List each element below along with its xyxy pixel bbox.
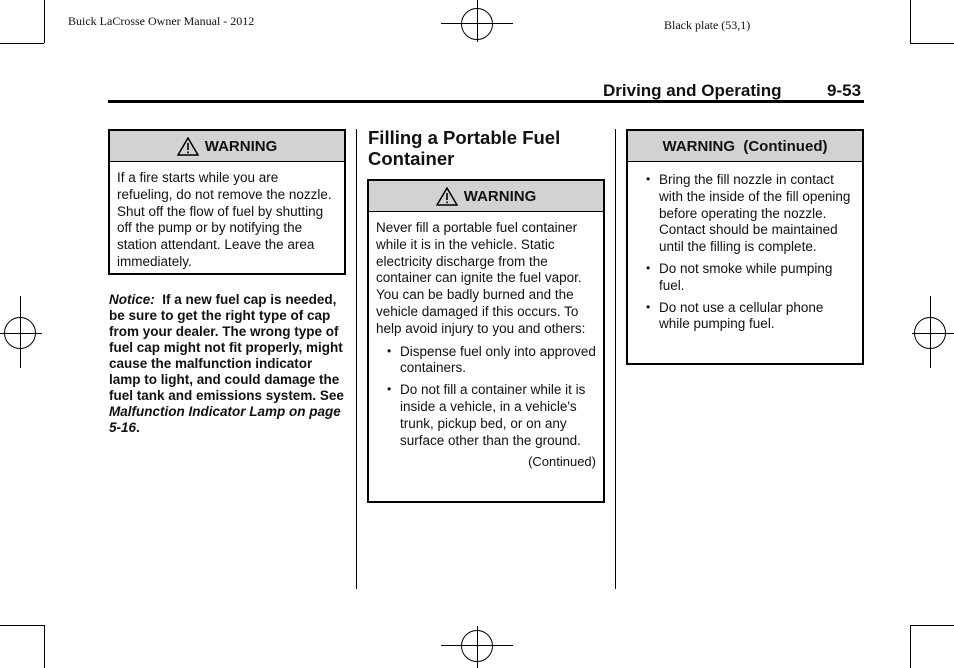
manual-title: Buick LaCrosse Owner Manual - 2012 (68, 14, 255, 28)
continued-label: (Continued) (528, 454, 596, 470)
warning-title: WARNING (204, 137, 278, 155)
warning-header (369, 181, 603, 212)
column-divider (615, 129, 616, 589)
notice-reference: Malfunction Indicator Lamp on page 5-16 (109, 404, 341, 435)
warning-bullet-list (376, 344, 596, 450)
warning-triangle-icon (177, 137, 199, 156)
warning-title: WARNING (Continued) (662, 137, 828, 155)
plate-label: Black plate (53,1) (664, 18, 751, 32)
notice-paragraph (109, 292, 347, 436)
notice-end: . (136, 420, 140, 435)
warning-bullet-list (635, 172, 855, 333)
list-item: • Do not use a cellular phone while pumping fuel. (635, 300, 855, 334)
list-item: • Do not fill a container while it is inside a vehicle, in a vehicle's trunk, pickup bed, or on any surface other than the ground. (376, 382, 596, 449)
warning-header (628, 131, 862, 162)
notice-label: Notice: (109, 292, 155, 307)
warning-text: Never fill a portable fuel container while it is in the vehicle. Static electricity discharge from the container can ignite the fuel vapor. You can be badly burned and the vehicle damaged if this occurs. To help avoid injury to you and others: (376, 220, 586, 336)
warning-box-continued (626, 129, 864, 365)
column-divider (356, 129, 357, 589)
warning-box-portable-container (367, 179, 605, 503)
warning-header (110, 131, 344, 162)
list-item: • Do not smoke while pumping fuel. (635, 261, 855, 295)
list-item: • Bring the fill nozzle in contact with the inside of the fill opening before operating the nozzle. Contact should be maintained until the filling is complete. (635, 172, 855, 256)
warning-text: If a fire starts while you are refueling, do not remove the nozzle. Shut off the flow of fuel by shutting off the pump or by notifying the station attendant. Leave the area immediately. (117, 170, 332, 269)
section-heading: Filling a Portable Fuel Container (368, 127, 561, 169)
warning-title: WARNING (463, 187, 537, 205)
warning-box-fire (108, 129, 346, 275)
header-rule (108, 100, 864, 103)
list-item: • Dispense fuel only into approved containers. (376, 344, 596, 378)
warning-triangle-icon (436, 187, 458, 206)
page-number: 9-53 (827, 81, 862, 100)
notice-text: If a new fuel cap is needed, be sure to get the right type of cap from your dealer. The wrong type of fuel cap might not fit properly, might cause the malfunction indicator lamp to light, and could damage the fuel tank and emissions system. See (109, 292, 344, 403)
section-title: Driving and Operating (603, 81, 782, 100)
